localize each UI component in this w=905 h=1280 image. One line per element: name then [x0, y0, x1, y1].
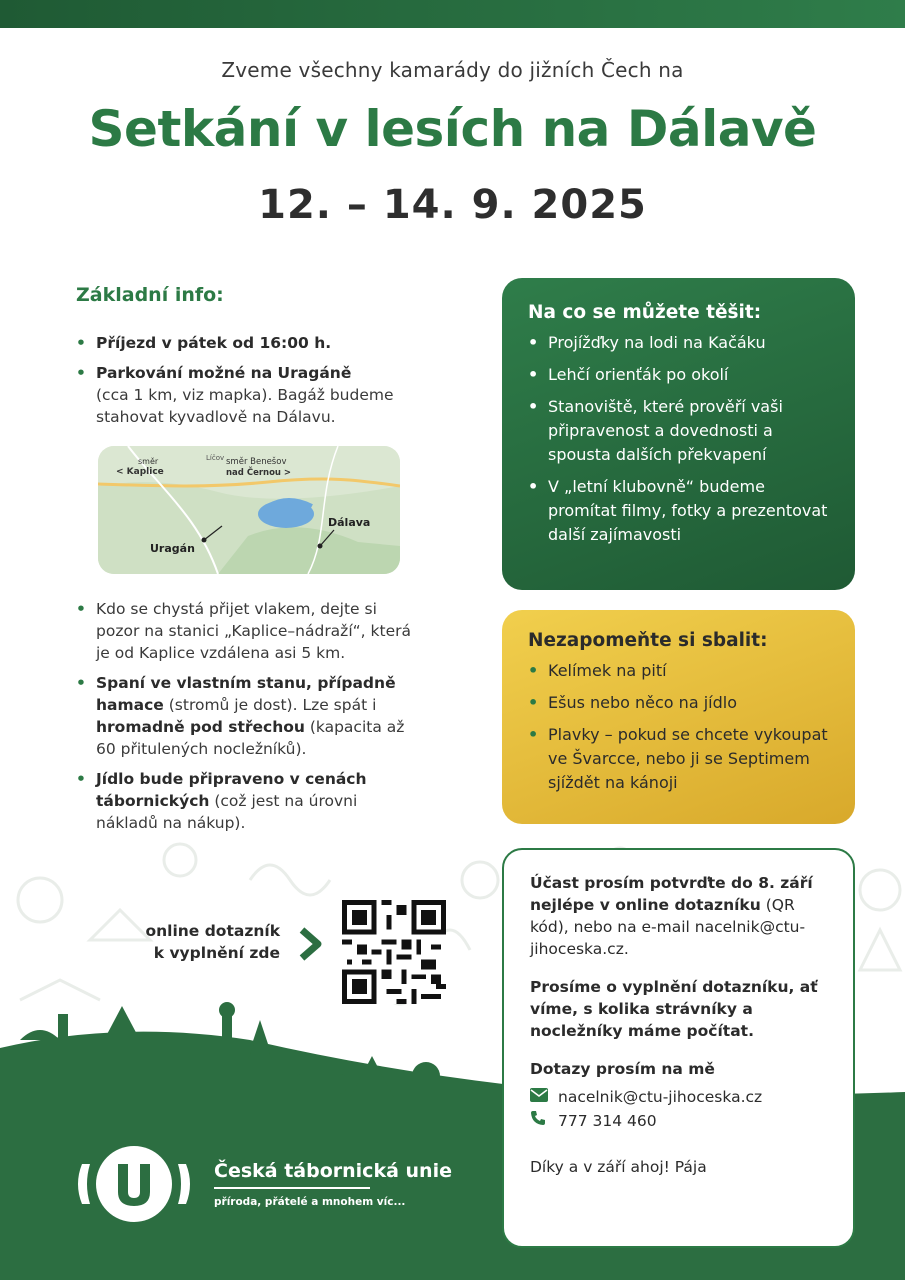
logo-divider [214, 1187, 370, 1189]
packing-box [502, 610, 855, 824]
event-date: 12. – 14. 9. 2025 [258, 182, 647, 228]
list-item: • V „letní klubovně“ budeme promítat filmy, fotky a prezentovat další zajímavosti [528, 475, 833, 547]
map-label: < Kaplice [116, 467, 164, 477]
questionnaire-label: online dotazník k vyplnění zde [145, 922, 280, 962]
list-item: • Lehčí orienťák po okolí [528, 363, 833, 387]
map-label: Líčov [206, 454, 225, 462]
list-item: • Ešus nebo něco na jídlo [528, 691, 833, 715]
list-item: • Projížďky na lodi na Kačáku [528, 331, 833, 355]
top-band [0, 0, 905, 28]
chevron-right-icon [296, 926, 326, 962]
list-item: • Kelímek na pití [528, 659, 833, 683]
basic-info-list-2 [76, 598, 421, 842]
contact-email[interactable]: nacelnik@ctu-jihoceska.cz [530, 1086, 833, 1108]
rsvp-text: Účast prosím potvrďte do 8. září nejlépe v online dotazníku (QR kód), nebo na e-mail nacelnik@ctu-jihoceska.cz. [530, 874, 813, 958]
logo-name: Česká tábornická unie [214, 1160, 452, 1182]
look-forward-heading: Na co se můžete těšit: [528, 302, 762, 323]
rsvp-box [502, 848, 855, 1248]
basic-info-heading: Základní info: [76, 284, 224, 306]
map-label: směr [138, 457, 159, 466]
list-item: • Příjezd v pátek od 16:00 h. [76, 332, 421, 354]
list-item: • Stanoviště, které prověří vaši připravenost a dovednosti a spousta dalších překvapení [528, 395, 833, 467]
phone-icon [530, 1110, 552, 1132]
list-item: • Parkování možné na Uragáně (cca 1 km, viz mapka). Bagáž budeme stahovat kyvadlově na Dálavu. [76, 362, 421, 428]
location-map [98, 446, 400, 574]
qr-code[interactable] [342, 900, 446, 1004]
ctu-logo [74, 1142, 194, 1226]
contact-phone[interactable]: 777 314 460 [530, 1110, 833, 1132]
map-label: Uragán [150, 542, 195, 555]
list-item: • Jídlo bude připraveno v cenách tábornických (což jest na úrovni nákladů na nákup). [76, 768, 421, 834]
list-item: • Kdo se chystá přijet vlakem, dejte si pozor na stanici „Kaplice–nádraží“, která je od Kaplice vzdálena asi 5 km. [76, 598, 421, 664]
basic-info-list [76, 332, 421, 436]
questions-heading: Dotazy prosím na mě [530, 1060, 715, 1078]
list-item: • Plavky – pokud se chcete vykoupat ve Švarcce, nebo ji se Septimem sjíždět na kánoji [528, 723, 833, 795]
map-label: Dálava [328, 516, 371, 529]
look-forward-box [502, 278, 855, 590]
signoff: Díky a v září ahoj! Pája [530, 1158, 707, 1176]
packing-heading: Nezapomeňte si sbalit: [528, 630, 768, 651]
intro-text: Zveme všechny kamarády do jižních Čech na [221, 58, 684, 82]
map-label: směr Benešov [226, 457, 287, 467]
logo-tagline: příroda, přátelé a mnohem víc... [214, 1196, 406, 1208]
page-title: Setkání v lesích na Dálavě [88, 100, 817, 158]
list-item: • Spaní ve vlastním stanu, případně hamace (stromů je dost). Lze spát i hromadně pod střechou (kapacita až 60 přitulených nocležníků). [76, 672, 421, 760]
map-label: nad Černou > [226, 468, 292, 478]
rsvp-request: Prosíme o vyplnění dotazníku, ať víme, s kolika strávníky a nocležníky máme počítat. [530, 978, 818, 1040]
envelope-icon [530, 1086, 552, 1108]
